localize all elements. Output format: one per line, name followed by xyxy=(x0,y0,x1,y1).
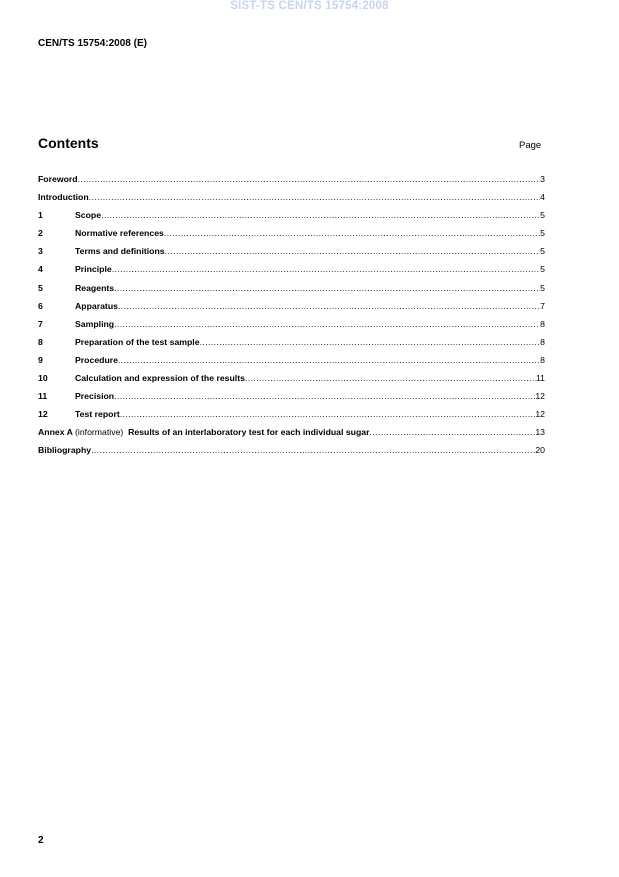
toc-entry-number: 1 xyxy=(38,210,43,221)
toc-entry-page: 7 xyxy=(540,300,545,311)
toc-entry-number: 6 xyxy=(38,300,43,311)
toc-entry-title xyxy=(75,319,114,329)
toc-entry-title xyxy=(75,264,112,274)
toc-entry-title xyxy=(75,228,164,238)
toc-entry-title xyxy=(75,210,101,220)
toc-entry-number: 9 xyxy=(38,354,43,365)
toc-entry[interactable] xyxy=(38,174,545,192)
toc-entry-title xyxy=(75,246,165,256)
contents-heading: Contents xyxy=(38,135,99,151)
toc-entry-page: 4 xyxy=(540,192,545,203)
toc-entry-number: 3 xyxy=(38,246,43,257)
toc-entry-number: 5 xyxy=(38,282,43,293)
toc-entry-title xyxy=(75,355,118,365)
toc-entry[interactable] xyxy=(38,319,545,337)
toc-entry-title-text: Introduction xyxy=(38,192,89,203)
toc-entry-page: 5 xyxy=(540,228,545,239)
toc-dot-leader xyxy=(112,264,540,274)
toc-entry[interactable] xyxy=(38,283,545,301)
toc-entry-number: 7 xyxy=(38,318,43,329)
toc-entry-title-text: Terms and definitions xyxy=(75,246,165,257)
toc-entry-page: 5 xyxy=(540,282,545,293)
toc-dot-leader xyxy=(200,337,541,347)
toc-entry[interactable] xyxy=(38,301,545,319)
toc-dot-leader xyxy=(114,283,540,293)
toc-entry-page: 5 xyxy=(540,246,545,257)
toc-dot-leader xyxy=(120,409,536,419)
toc-entry-page: 12 xyxy=(535,391,545,402)
toc-entry-title xyxy=(75,337,200,347)
document-id-header: CEN/TS 15754:2008 (E) xyxy=(38,38,147,49)
toc-dot-leader xyxy=(164,228,540,238)
toc-entry-title xyxy=(75,391,114,401)
toc-entry-title xyxy=(75,301,118,311)
toc-entry-title xyxy=(75,373,245,383)
toc-entry-title-text: Test report xyxy=(75,409,120,420)
toc-entry[interactable] xyxy=(38,192,545,210)
toc-entry-title-text: Bibliography xyxy=(38,445,92,456)
toc-entry-number: 10 xyxy=(38,373,48,384)
table-of-contents xyxy=(38,174,545,464)
page-number: 2 xyxy=(38,835,44,846)
toc-entry-number: 4 xyxy=(38,264,43,275)
toc-entry[interactable] xyxy=(38,264,545,282)
toc-entry-page: 5 xyxy=(540,264,545,275)
toc-entry-page: 11 xyxy=(535,373,545,384)
toc-entry-annex-title: Results of an interlaboratory test for each individual sugar xyxy=(128,427,370,438)
toc-entry-title-text: Preparation of the test sample xyxy=(75,336,200,347)
toc-dot-leader xyxy=(114,391,535,401)
toc-entry-annex-type: (informative) xyxy=(75,427,124,438)
toc-entry[interactable] xyxy=(38,337,545,355)
toc-entry[interactable] xyxy=(38,373,545,391)
toc-entry-title-text: Procedure xyxy=(75,354,118,365)
toc-entry-title xyxy=(38,445,91,455)
toc-entry[interactable] xyxy=(38,228,545,246)
toc-dot-leader xyxy=(165,246,541,256)
toc-entry[interactable] xyxy=(38,445,545,463)
page-column-label: Page xyxy=(519,140,542,151)
toc-dot-leader xyxy=(118,301,540,311)
toc-entry-number: 12 xyxy=(38,409,48,420)
toc-entry[interactable] xyxy=(38,391,545,409)
toc-entry[interactable] xyxy=(38,210,545,228)
toc-entry-title-text: Normative references xyxy=(75,228,164,239)
toc-entry[interactable] xyxy=(38,355,545,373)
toc-dot-leader xyxy=(114,319,540,329)
toc-entry-title-text: Reagents xyxy=(75,282,115,293)
toc-entry-title-text: Apparatus xyxy=(75,300,118,311)
toc-entry-number: 11 xyxy=(38,391,48,402)
toc-entry-number: 2 xyxy=(38,228,43,239)
toc-entry-title-text: Principle xyxy=(75,264,112,275)
toc-entry[interactable] xyxy=(38,246,545,264)
toc-entry-title xyxy=(75,409,120,419)
toc-entry-page: 20 xyxy=(535,445,545,456)
toc-entry-title xyxy=(75,283,114,293)
toc-entry-title-text: Calculation and expression of the results xyxy=(75,373,245,384)
toc-entry-page: 8 xyxy=(540,336,545,347)
toc-entry-page: 5 xyxy=(540,210,545,221)
toc-entry-title xyxy=(38,427,370,437)
toc-dot-leader xyxy=(370,427,536,437)
toc-dot-leader xyxy=(89,192,540,202)
toc-entry-title xyxy=(38,174,78,184)
toc-dot-leader xyxy=(91,445,535,455)
toc-entry-title-text: Precision xyxy=(75,391,115,402)
watermark: SIST-TS CEN/TS 15754:2008 xyxy=(230,0,389,12)
toc-entry-title xyxy=(38,192,89,202)
toc-dot-leader xyxy=(101,210,540,220)
toc-entry-title-text: Scope xyxy=(75,210,102,221)
toc-entry-title-text: Foreword xyxy=(38,174,78,184)
toc-entry-page: 12 xyxy=(535,409,545,420)
toc-entry-page: 8 xyxy=(540,318,545,329)
toc-entry[interactable] xyxy=(38,409,545,427)
toc-dot-leader xyxy=(78,174,541,184)
toc-entry-page: 8 xyxy=(540,354,545,365)
toc-dot-leader xyxy=(118,355,540,365)
toc-entry[interactable] xyxy=(38,427,545,445)
toc-entry-title-text: Sampling xyxy=(75,318,115,329)
toc-dot-leader xyxy=(245,373,536,383)
toc-entry-page: 13 xyxy=(535,427,545,438)
toc-entry-page: 3 xyxy=(540,174,545,184)
toc-entry-title-text: Annex A xyxy=(38,427,73,438)
toc-entry-number: 8 xyxy=(38,336,43,347)
